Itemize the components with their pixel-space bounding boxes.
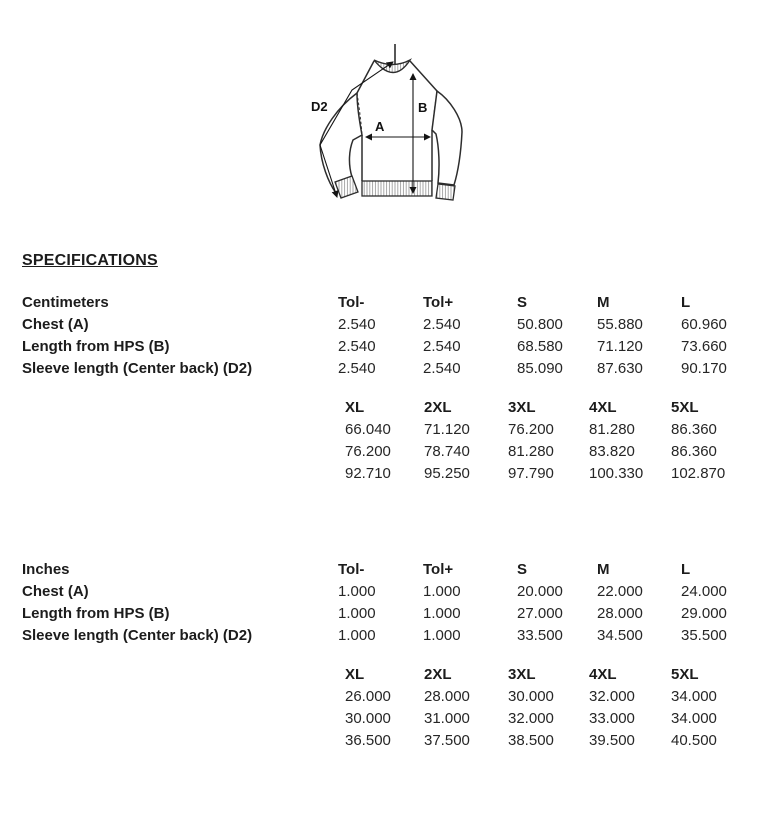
value-cell: 24.000 <box>681 583 727 600</box>
unit-label: Inches <box>22 561 70 578</box>
value-cell: 2.540 <box>423 316 461 333</box>
value-cell: 97.790 <box>508 465 554 482</box>
col-header: Tol- <box>338 294 365 311</box>
value-cell: 66.040 <box>345 421 391 438</box>
header-row <box>22 292 767 314</box>
value-cell: 1.000 <box>338 583 376 600</box>
spec-row <box>22 314 767 336</box>
col-header: 4XL <box>589 666 617 683</box>
value-cell: 1.000 <box>338 627 376 644</box>
value-cell: 33.500 <box>517 627 563 644</box>
right-cuff <box>436 184 455 200</box>
value-cell: 2.540 <box>338 316 376 333</box>
spec-row <box>22 603 767 625</box>
col-header: 3XL <box>508 666 536 683</box>
col-header: M <box>597 561 610 578</box>
value-cell: 1.000 <box>338 605 376 622</box>
value-cell: 29.000 <box>681 605 727 622</box>
value-cell: 95.250 <box>424 465 470 482</box>
spec-row <box>22 463 767 485</box>
value-cell: 2.540 <box>423 360 461 377</box>
col-header: XL <box>345 666 365 683</box>
value-cell: 87.630 <box>597 360 643 377</box>
value-cell: 83.820 <box>589 443 635 460</box>
row-label: Sleeve length (Center back) (D2) <box>22 360 253 377</box>
spec-row <box>22 336 767 358</box>
value-cell: 37.500 <box>424 732 470 749</box>
header-row <box>22 559 767 581</box>
value-cell: 102.870 <box>671 465 726 482</box>
col-header: Tol- <box>338 561 365 578</box>
value-cell: 73.660 <box>681 338 727 355</box>
col-header: 5XL <box>671 666 699 683</box>
value-cell: 27.000 <box>517 605 563 622</box>
spec-row <box>22 625 767 647</box>
value-cell: 81.280 <box>508 443 554 460</box>
dimension-a-label: A <box>375 119 385 134</box>
value-cell: 90.170 <box>681 360 727 377</box>
col-header: 5XL <box>671 399 699 416</box>
col-header: L <box>681 294 691 311</box>
spec-row <box>22 419 767 441</box>
value-cell: 38.500 <box>508 732 554 749</box>
value-cell: 71.120 <box>424 421 470 438</box>
spec-row <box>22 441 767 463</box>
value-cell: 35.500 <box>681 627 727 644</box>
value-cell: 26.000 <box>345 688 391 705</box>
row-label: Sleeve length (Center back) (D2) <box>22 627 253 644</box>
col-header: Tol+ <box>423 294 454 311</box>
value-cell: 71.120 <box>597 338 643 355</box>
inches-table-main <box>22 559 767 647</box>
centimeters-table-main <box>22 292 767 380</box>
value-cell: 100.330 <box>589 465 644 482</box>
value-cell: 40.500 <box>671 732 717 749</box>
col-header: S <box>517 294 528 311</box>
spec-row <box>22 730 767 752</box>
value-cell: 2.540 <box>338 338 376 355</box>
value-cell: 60.960 <box>681 316 727 333</box>
unit-label: Centimeters <box>22 294 109 311</box>
value-cell: 50.800 <box>517 316 563 333</box>
sweatshirt-diagram <box>290 34 480 242</box>
centimeters-table-extended <box>22 397 767 485</box>
value-cell: 2.540 <box>423 338 461 355</box>
row-label: Chest (A) <box>22 583 89 600</box>
value-cell: 85.090 <box>517 360 563 377</box>
value-cell: 55.880 <box>597 316 643 333</box>
value-cell: 39.500 <box>589 732 635 749</box>
value-cell: 76.200 <box>345 443 391 460</box>
value-cell: 36.500 <box>345 732 391 749</box>
row-label: Length from HPS (B) <box>22 338 170 355</box>
value-cell: 34.000 <box>671 710 717 727</box>
value-cell: 1.000 <box>423 583 461 600</box>
value-cell: 76.200 <box>508 421 554 438</box>
col-header: Tol+ <box>423 561 454 578</box>
dimension-d2-label: D2 <box>311 99 328 114</box>
value-cell: 30.000 <box>345 710 391 727</box>
page-title: SPECIFICATIONS <box>22 252 158 269</box>
header-row <box>22 397 767 419</box>
value-cell: 32.000 <box>589 688 635 705</box>
value-cell: 32.000 <box>508 710 554 727</box>
value-cell: 86.360 <box>671 421 717 438</box>
value-cell: 28.000 <box>597 605 643 622</box>
value-cell: 2.540 <box>338 360 376 377</box>
right-sleeve <box>432 91 462 185</box>
value-cell: 81.280 <box>589 421 635 438</box>
spec-row <box>22 686 767 708</box>
spec-row <box>22 358 767 380</box>
value-cell: 31.000 <box>424 710 470 727</box>
col-header: 3XL <box>508 399 536 416</box>
spec-row <box>22 581 767 603</box>
col-header: S <box>517 561 528 578</box>
value-cell: 34.500 <box>597 627 643 644</box>
dimension-b-label: B <box>418 100 428 115</box>
spec-row <box>22 708 767 730</box>
value-cell: 33.000 <box>589 710 635 727</box>
value-cell: 1.000 <box>423 627 461 644</box>
value-cell: 30.000 <box>508 688 554 705</box>
value-cell: 34.000 <box>671 688 717 705</box>
col-header: L <box>681 561 691 578</box>
value-cell: 78.740 <box>424 443 470 460</box>
inches-table-extended <box>22 664 767 752</box>
value-cell: 22.000 <box>597 583 643 600</box>
value-cell: 28.000 <box>424 688 470 705</box>
hem-band <box>362 181 432 196</box>
value-cell: 1.000 <box>423 605 461 622</box>
col-header: M <box>597 294 610 311</box>
col-header: 2XL <box>424 666 452 683</box>
col-header: 2XL <box>424 399 452 416</box>
value-cell: 20.000 <box>517 583 563 600</box>
col-header: 4XL <box>589 399 617 416</box>
value-cell: 68.580 <box>517 338 563 355</box>
row-label: Chest (A) <box>22 316 89 333</box>
row-label: Length from HPS (B) <box>22 605 170 622</box>
header-row <box>22 664 767 686</box>
col-header: XL <box>345 399 365 416</box>
value-cell: 92.710 <box>345 465 391 482</box>
value-cell: 86.360 <box>671 443 717 460</box>
